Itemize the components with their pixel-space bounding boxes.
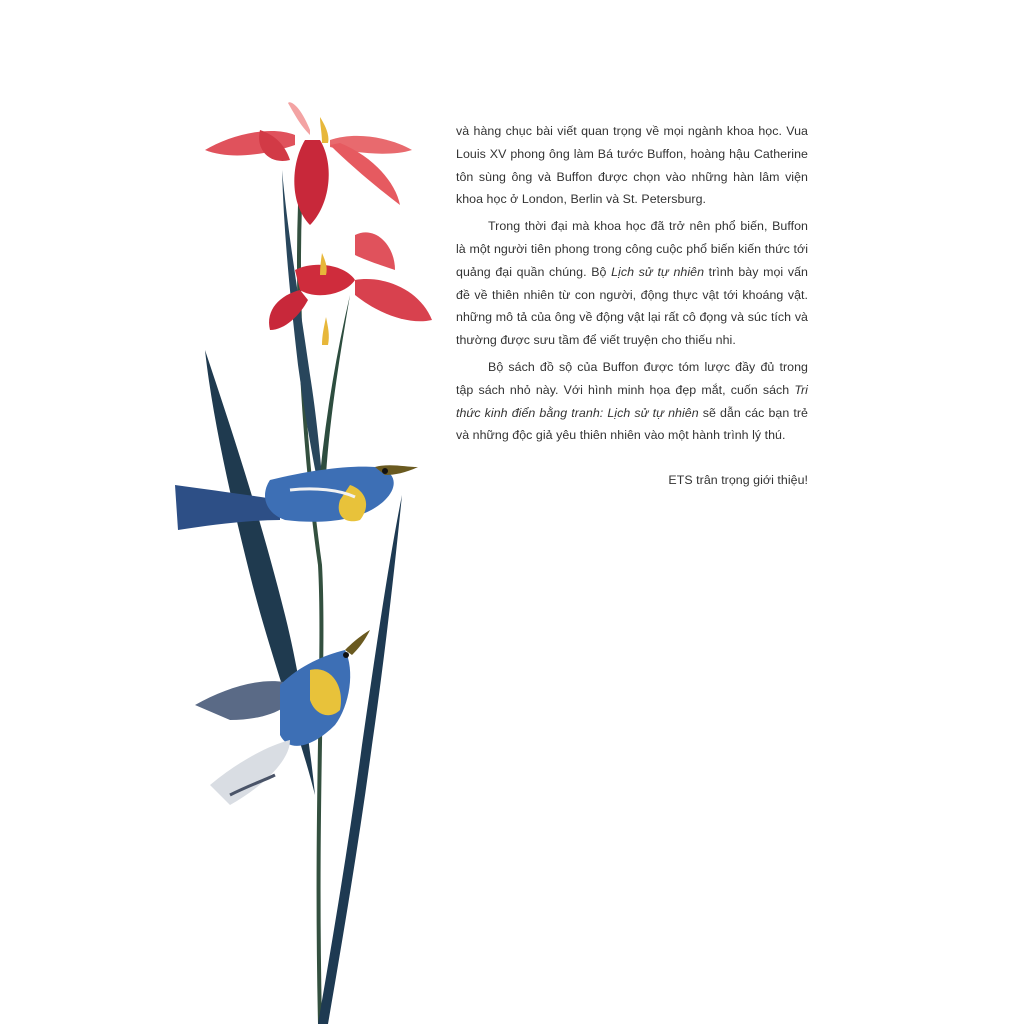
paragraph-2-text-a: Trong thời đại mà khoa học đã trở nên phổ biến, Buffon là một người tiên phong trong công cuộc phổ biến kiến thức tới quảng đại quần chúng. Bộ xyxy=(456,219,808,279)
paragraph-3 xyxy=(456,356,808,447)
botanical-illustration xyxy=(150,95,450,1024)
book-title-italic: Lịch sử tự nhiên xyxy=(611,264,705,279)
paragraph-2 xyxy=(456,215,808,352)
publisher-signoff: ETS trân trọng giới thiệu! xyxy=(668,473,808,488)
warbler-bird-upper xyxy=(175,465,418,530)
paragraph-3-text-b: sẽ dẫn các bạn trẻ và những độc giả yêu thiên nhiên vào một hành trình lý thú. xyxy=(456,405,809,443)
leaf-blade-mid xyxy=(320,295,350,475)
paragraph-2-text-b: trình bày mọi vấn đề về thiên nhiên từ con người, động thực vật tới khoáng vật. những mô tả của ông về động vật lại rất cô đọng và súc tích và thường được sưu tầm để viết truyện cho thiếu nhi. xyxy=(456,264,808,348)
paragraph-1-text: và hàng chục bài viết quan trọng về mọi ngành khoa học. Vua Louis XV phong ông làm Bá tước Buffon, hoàng hậu Catherine tôn sùng ông và Buffon được chọn vào những hàn lâm viện khoa học ở London, Berlin và St. Petersburg. xyxy=(456,124,808,207)
leaf-blade-right xyxy=(318,495,402,1024)
leaf-blade-upper xyxy=(282,170,325,515)
body-text-column xyxy=(456,120,808,492)
paragraph-1 xyxy=(456,120,808,211)
series-title-italic: Tri thức kinh điển bằng tranh: Lịch sử tự nhiên xyxy=(456,382,808,420)
iris-flower-upper xyxy=(205,102,412,225)
paragraph-3-text-a: Bộ sách đồ sộ của Buffon được tóm lược đầy đủ trong tập sách nhỏ này. Với hình minh họa đẹp mắt, cuốn sách xyxy=(456,359,808,397)
